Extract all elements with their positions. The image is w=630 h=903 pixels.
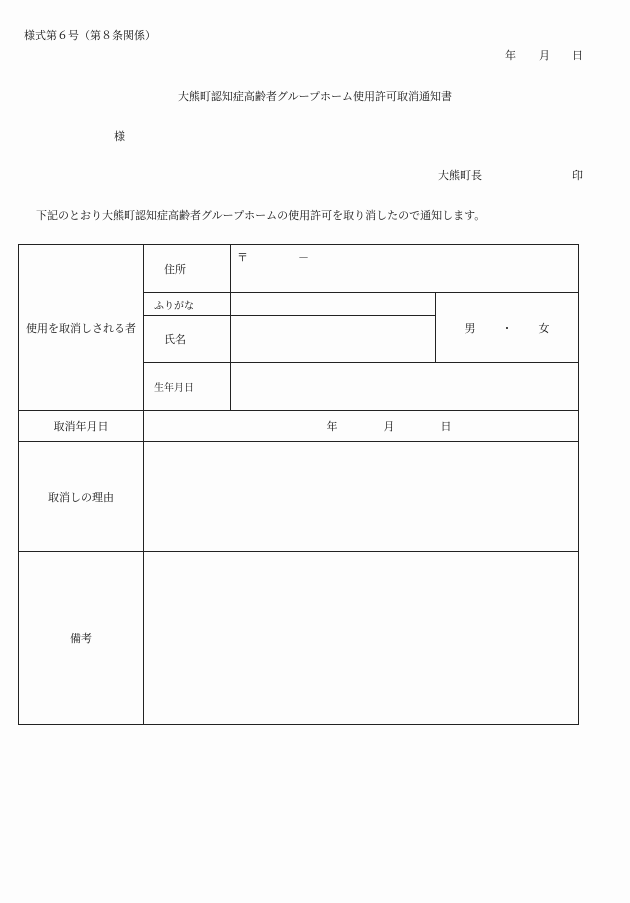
cancel-date-label: 取消年月日 (19, 411, 144, 442)
name-field[interactable] (231, 316, 436, 363)
issuer-seal: 印 (572, 169, 583, 182)
furigana-field[interactable] (231, 293, 436, 316)
reason-label: 取消しの理由 (19, 442, 144, 552)
header-date-year: 年 (505, 49, 516, 62)
gender-separator: ・ (501, 321, 513, 335)
notice-form-table (18, 244, 579, 725)
gender-female: 女 (538, 321, 550, 335)
person-section-label: 使用を取消しされる者 (19, 245, 144, 411)
form-number: 様式第６号（第８条関係） (24, 29, 156, 42)
cancel-date-year: 年 (326, 420, 338, 433)
remarks-field[interactable] (144, 552, 579, 725)
address-field[interactable] (231, 245, 579, 293)
header-date-day: 日 (572, 49, 583, 62)
postal-mark: 〒 (237, 251, 248, 264)
gender-male: 男 (464, 321, 476, 335)
document-title: 大熊町認知症高齢者グループホーム使用許可取消通知書 (177, 90, 453, 103)
header-date-month: 月 (539, 49, 550, 62)
address-label: 住所 (144, 245, 231, 293)
cancel-date-field[interactable] (144, 411, 579, 442)
recipient-suffix: 様 (114, 130, 125, 143)
birthdate-field[interactable] (231, 363, 579, 411)
remarks-label: 備考 (19, 552, 144, 725)
furigana-label: ふりがな (144, 293, 231, 316)
gender-field[interactable] (436, 293, 579, 363)
issuer-name: 大熊町長 (438, 169, 482, 182)
birthdate-label: 生年月日 (144, 363, 231, 411)
cancel-date-day: 日 (440, 420, 452, 433)
postal-dash: － (298, 251, 309, 264)
reason-field[interactable] (144, 442, 579, 552)
cancel-date-month: 月 (383, 420, 395, 433)
intro-text: 下記のとおり大熊町認知症高齢者グループホームの使用許可を取り消したので通知します。 (36, 209, 486, 222)
name-label: 氏名 (144, 316, 231, 363)
